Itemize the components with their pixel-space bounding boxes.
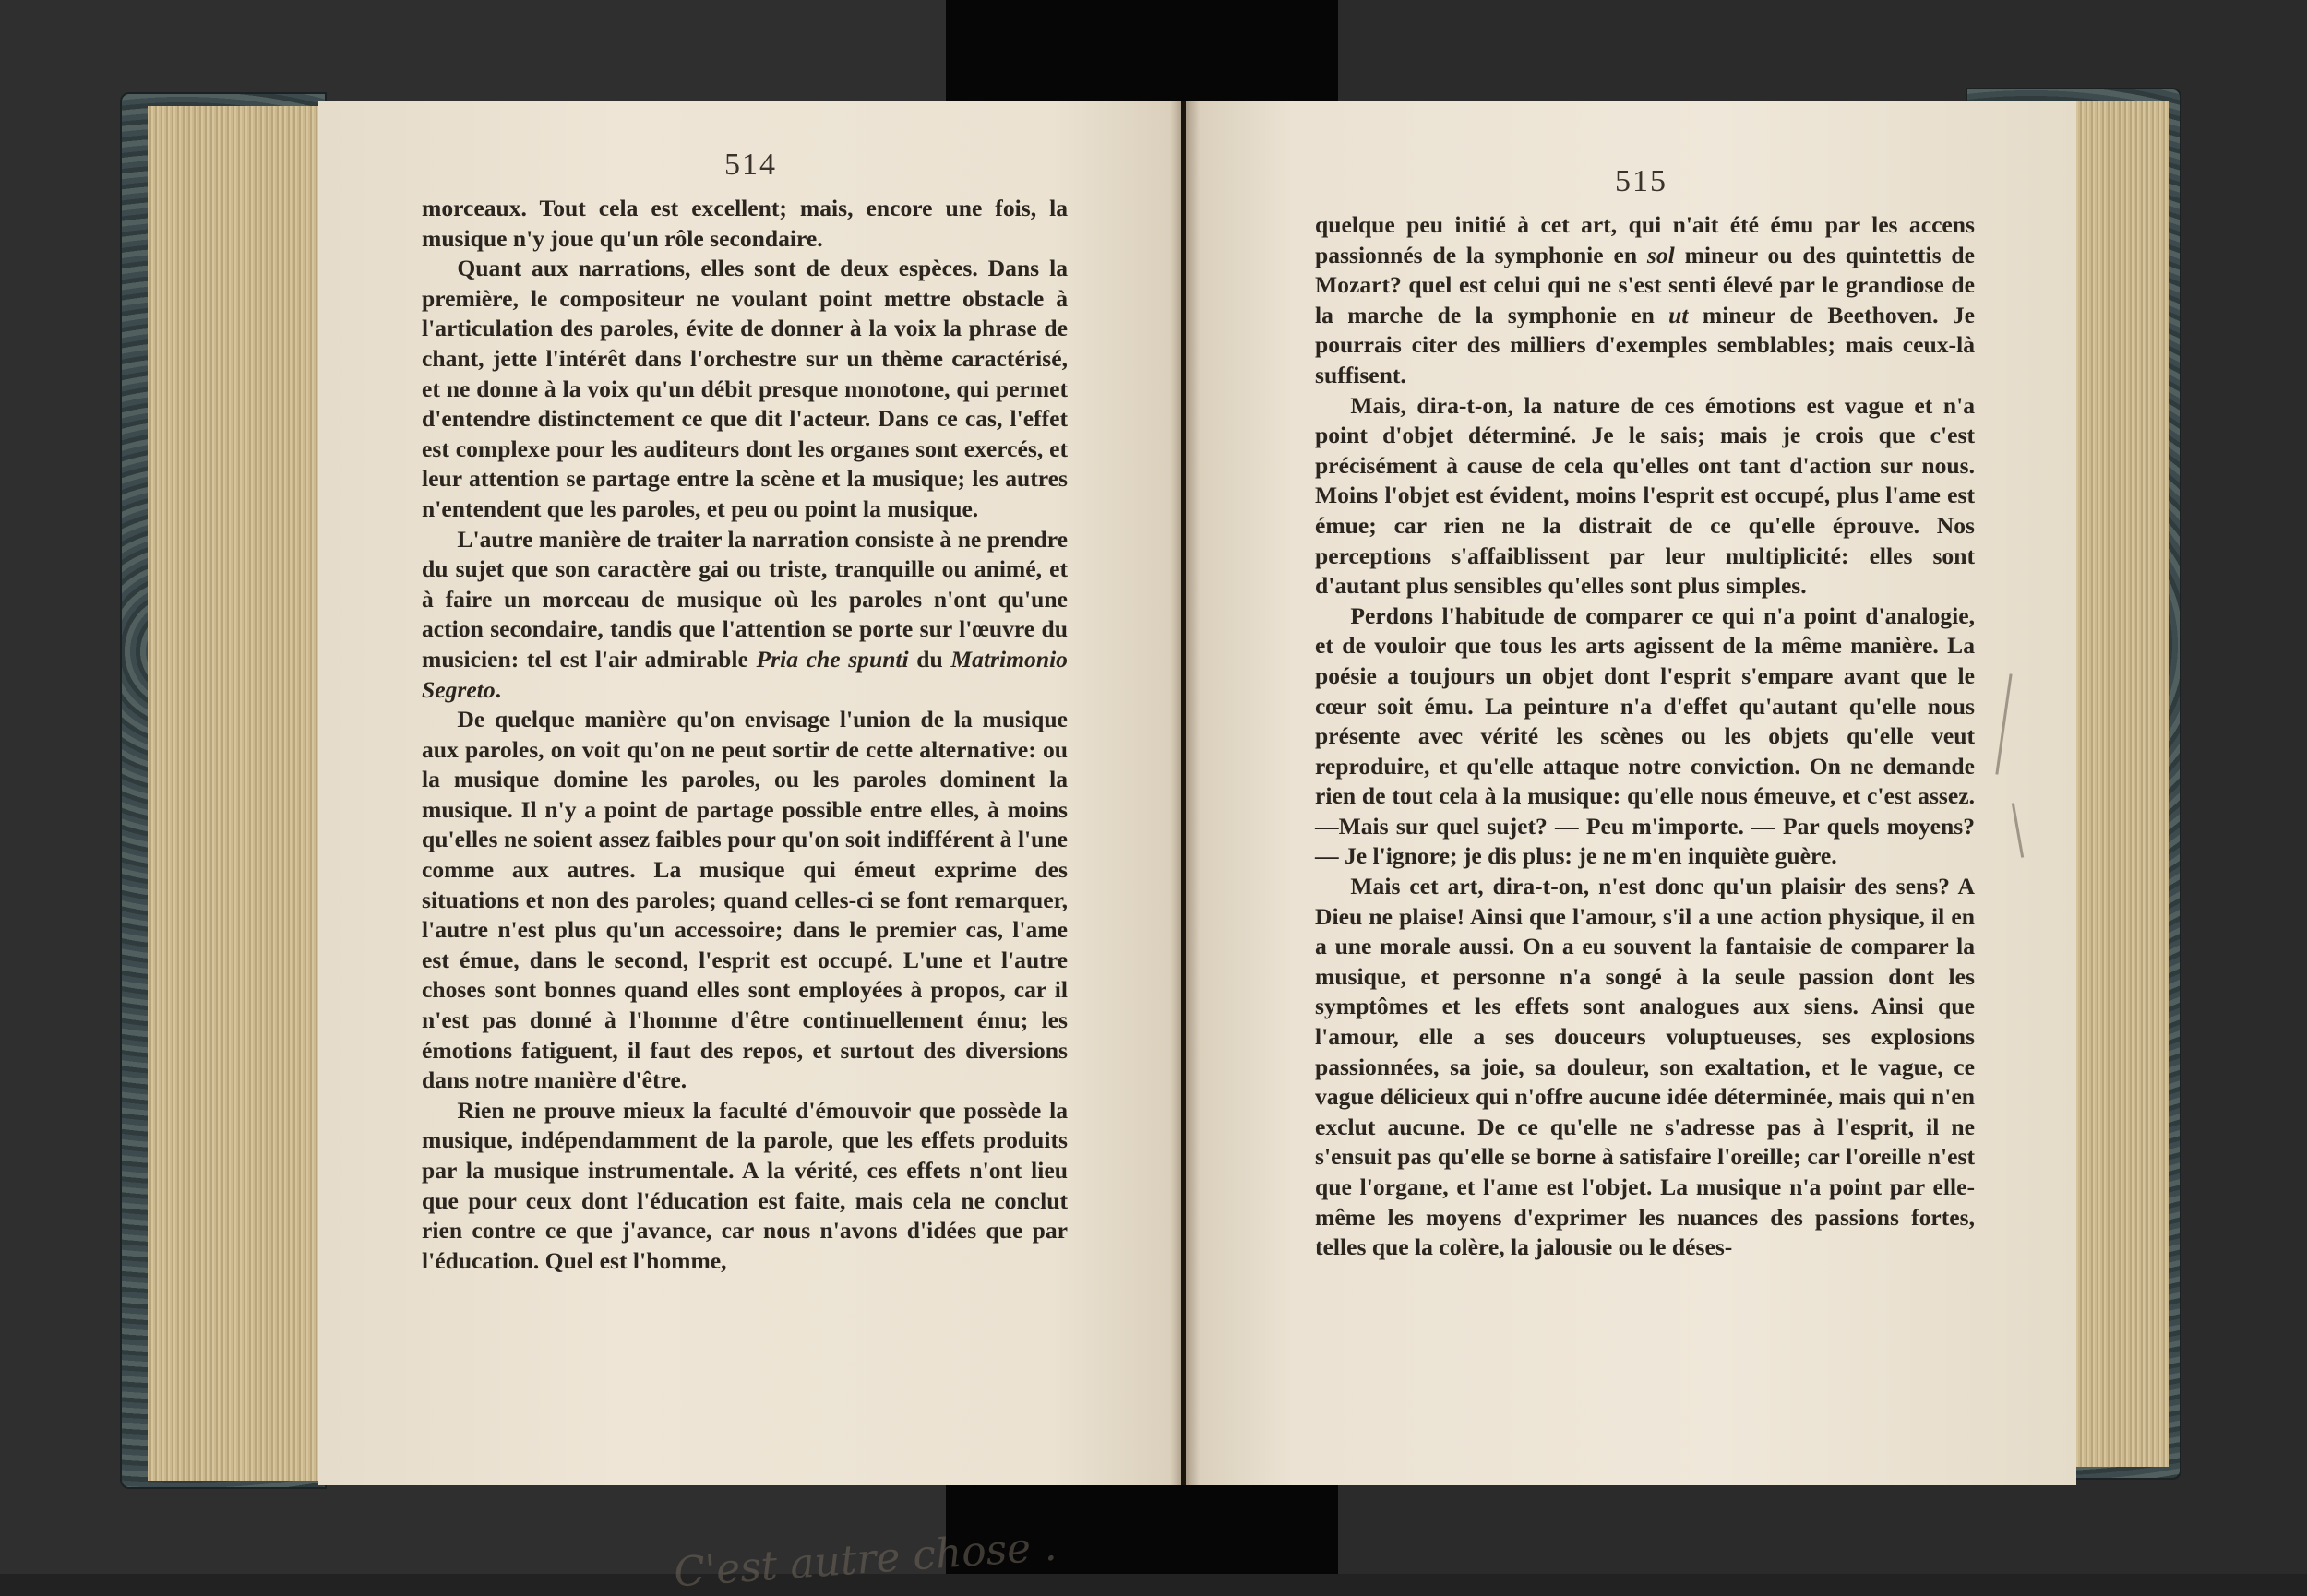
book-gutter — [1170, 101, 1200, 1485]
paragraph: De quelque manière qu'on envisage l'union de la musique aux paroles, on voit qu'on ne peut sortir de cette alternative: ou la musique domine les paroles, ou les paroles dominent la musique. Il n'y a point de partage possible entre elles, à moins qu'elles ne soient assez faibles pour qu'on soit indifférent à l'une comme aux autres. La musique qui émeut exprime des situations et non des paroles; quand celles-ci se font remarquer, l'autre n'est plus qu'un accessoire; dans le premier cas, l'ame est émue, dans le second, l'esprit est occupé. L'une et l'autre choses sont bonnes quand elles sont employées à propos, car il n'est pas donné à l'homme d'être continuellement ému; les émotions fatiguent, il faut des repos, et surtout des diversions dans notre manière d'être. — [422, 706, 1068, 1094]
pencil-mark — [2012, 803, 2024, 858]
left-page — [318, 101, 1181, 1596]
paragraph: Mais, dira-t-on, la nature de ces émotions est vague et n'a point d'objet déterminé. Je le sais; mais je crois que c'est précisément à cause de cela qu'elles ont tant d'action sur nous. Moins l'objet est évident, moins l'esprit est occupé, plus l'ame est émue; car rien ne la distrait de ce qu'elle éprouve. Nos perceptions s'affaiblissent par leur multiplicité: elles sont d'autant plus sensibles qu'elles sont plus simples. — [1315, 391, 1975, 600]
paragraph: quelque peu initié à cet art, qui n'ait été ému par les accens passionnés de la symphonie en sol mineur ou des quintettis de Mozart? quel est celui qui ne s'est senti élevé par le grandiose de la marche de la symphonie en ut mineur de Beethoven. Je pourrais citer des milliers d'exemples semblables; mais ceux-là suffisent. — [1315, 211, 1976, 388]
paragraph-text: L'autre manière de traiter la narration consiste à ne prendre du sujet que son caractère gai ou triste, tranquille ou animé, et à faire un morceau de musique où les paroles n'ont qu'une action secondaire, tandis que l'attention se porte sur l'œuvre du musicien: tel est l'air admirable — [422, 525, 1068, 673]
paragraph: Quant aux narrations, elles sont de deux espèces. Dans la première, le compositeur ne voulant point mettre obstacle à l'articulation des paroles, évite de donner à la voix la phrase de chant, jette l'intérêt dans l'orchestre sur un thème caractérisé, et ne donne à la voix qu'un débit presque monotone, qui permet d'entendre distinctement ce que dit l'acteur. Dans ce cas, l'effet est complexe pour les auditeurs dont les organes sont exercés, et leur attention se partage entre la scène et la musique; les autres n'entendent que les paroles, et peu ou point la musique. — [422, 255, 1068, 522]
right-page-text — [1315, 210, 1975, 1263]
italic-word: sol — [1646, 241, 1675, 268]
paragraph-text: . — [495, 675, 502, 703]
paragraph: morceaux. Tout cela est excellent; mais, encore une fois, la musique n'y joue qu'un rôle secondaire. — [422, 195, 1068, 252]
pencil-mark — [1995, 673, 2012, 774]
italic-title: Pria che spunti — [756, 645, 909, 673]
left-page-text — [422, 194, 1068, 1276]
paragraph-text: du — [916, 645, 943, 673]
paragraph: Mais cet art, dira-t-on, n'est donc qu'un plaisir des sens? A Dieu ne plaise! Ainsi que l'amour, s'il a une action physique, il en a une morale aussi. On a eu souvent la fantaisie de comparer la musique, et personne n'a songé à la seule passion dont les symptômes et les effets sont analogues aux siens. Ainsi que l'amour, elle a ses douceurs voluptueuses, ses explosions passionnées, sa joie, sa douleur, son exaltation, et le vague, ce vague délicieux qui n'offre aucune idée déterminée, mais qui n'en exclut aucune. De ce qu'elle ne s'adresse pas à l'esprit, il ne s'ensuit pas qu'elle se borne à satisfaire l'oreille; car l'oreille n'est que l'organe, et l'ame est l'objet. La musique n'a point par elle-même les moyens d'exprimer les nuances des passions fortes, telles que la colère, la jalousie ou le déses- — [1315, 873, 1975, 1261]
right-page — [1186, 101, 2076, 1485]
page-number-right: 515 — [1615, 164, 1667, 198]
page-edges-right — [2067, 101, 2169, 1467]
paragraph: Perdons l'habitude de comparer ce qui n'a point d'analogie, et de vouloir que tous les arts agissent de la même manière. La poésie a toujours un objet dont l'esprit s'empare avant que le cœur soit ému. La peinture n'a d'effet qu'autant qu'elle nous présente avec vérité les scènes ou les objets qu'elle veut reproduire, et qu'elle attaque notre conviction. On ne demande rien de tout cela à la musique: qu'elle nous émeuve, et c'est assez.—Mais sur quel sujet? — Peu m'importe. — Par quels moyens? — Je l'ignore; je dis plus: je ne m'en inquiète guère. — [1315, 601, 1975, 870]
paragraph: Rien ne prouve mieux la faculté d'émouvoir que possède la musique, indépendamment de la parole, que les effets produits par la musique instrumentale. A la vérité, ces effets n'ont lieu que pour ceux dont l'éducation est faite, mais cela ne conclut rien contre ce que j'avance, car nous n'avons d'idées que par l'éducation. Quel est l'homme, — [422, 1096, 1068, 1274]
italic-title: Matrimonio Segreto — [422, 645, 1068, 703]
page-number-left: 514 — [724, 148, 777, 182]
page-edges-left — [148, 106, 323, 1481]
paragraph — [422, 525, 1068, 706]
italic-word: ut — [1668, 301, 1689, 328]
handwritten-margin-note: C'est autre chose . — [672, 1522, 1058, 1596]
